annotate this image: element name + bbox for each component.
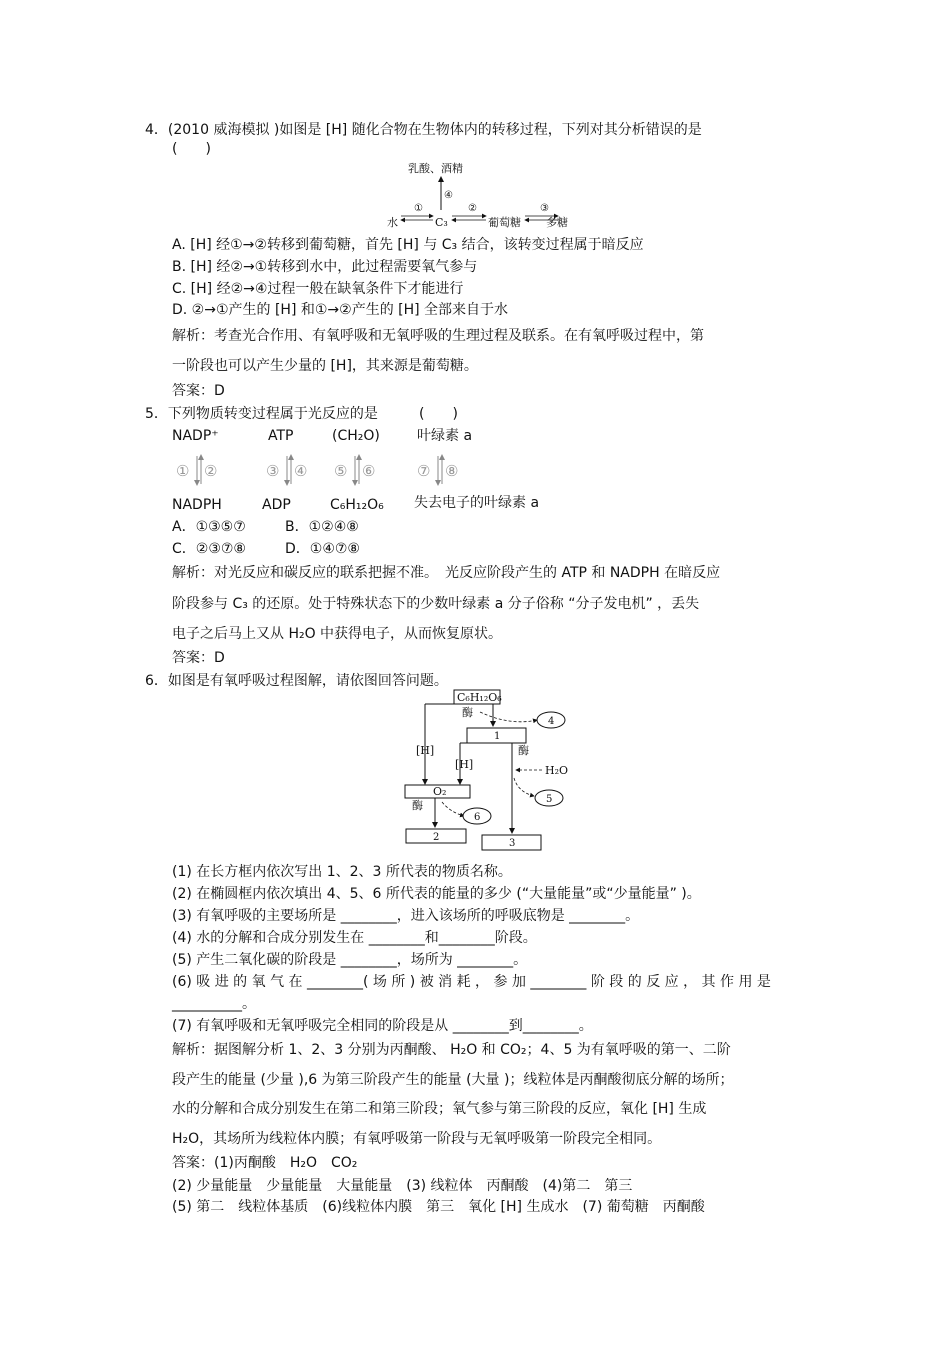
diagram-box-3-label: 3	[509, 838, 516, 849]
diagram-step3-label: ③	[540, 203, 549, 214]
diagram-c3-label: C₃	[435, 216, 448, 229]
q5-answer: 答案：D	[172, 650, 225, 666]
q5-bottom-label-3: C₆H₁₂O₆	[330, 497, 384, 513]
q6-answer-line-2: (2) 少量能量 少量能量 大量能量 (3) 线粒体 丙酮酸 (4)第二 第三	[172, 1178, 633, 1194]
q6-question-1: (1) 在长方框内依次写出 1、2、3 所代表的物质名称。	[172, 864, 512, 880]
diagram-glucose-label: C₆H₁₂O₆	[457, 691, 502, 704]
q5-analysis-line-1: 解析：对光反应和碳反应的联系把握不准。 光反应阶段产生的 ATP 和 NADPH 在暗反应	[172, 565, 721, 581]
q6-question-6: (6) 吸 进 的 氧 气 在 ________( 场 所 ) 被 消 耗 ， 参 加 ________ 阶 段 的 反 应 ， 其 作 用 是	[172, 974, 771, 990]
q5-top-label-4: 叶绿素 a	[417, 428, 473, 444]
q6-analysis-line-3: 水的分解和合成分别发生在第二和第三阶段；氧气参与第三阶段的反应，氧化 [H] 生成	[172, 1101, 707, 1117]
q6-answer-line-3: (5) 第二 线粒体基质 (6)线粒体内膜 第三 氧化 [H] 生成水 (7) 葡萄糖 丙酮酸	[172, 1199, 705, 1215]
q6-aerobic-respiration-diagram	[400, 688, 575, 856]
q4-hydrogen-transfer-diagram	[380, 160, 580, 232]
q5-analysis-line-2: 阶段参与 C₃ 的还原。处于特殊状态下的少数叶绿素 a 分子俗称 “分子发电机” ，丢失	[172, 596, 700, 612]
q6-answer-line-1: 答案：(1)丙酮酸 H₂O CO₂	[172, 1155, 358, 1171]
q5-answer-paren: ( )	[419, 406, 458, 422]
diagram-lactic-ethanol-label: 乳酸、酒精	[408, 162, 463, 175]
q5-stem: 5．下列物质转变过程属于光反应的是	[145, 406, 378, 422]
q6-question-3: (3) 有氧呼吸的主要场所是 ________，进入该场所的呼吸底物是 ________。	[172, 908, 640, 924]
q5-bottom-label-1: NADPH	[172, 497, 222, 513]
diagram-polysaccharide-label: 多糖	[546, 216, 568, 229]
diagram-step1-label: ①	[414, 203, 423, 214]
q5-pair4-right: ⑧	[445, 462, 459, 480]
diagram-energy-5-label: 5	[546, 794, 553, 805]
q6-question-6-continued: __________。	[172, 996, 256, 1012]
q5-analysis-line-3: 电子之后马上又从 H₂O 中获得电子，从而恢复原状。	[172, 626, 503, 642]
q5-pair1-right: ②	[204, 462, 218, 480]
q5-pair2-right: ④	[294, 462, 308, 480]
diagram-glucose-label: 葡萄糖	[488, 216, 521, 229]
q5-pair3-right: ⑥	[362, 462, 376, 480]
q5-bottom-label-2: ADP	[262, 497, 291, 513]
q6-analysis-line-2: 段产生的能量 (少量 ),6 为第三阶段产生的能量 (大量 )；线粒体是丙酮酸彻底分解的场所；	[172, 1072, 734, 1088]
q5-option-b: B．①②④⑧	[285, 519, 359, 535]
q6-question-5: (5) 产生二氧化碳的阶段是 ________，场所为 ________。	[172, 952, 528, 968]
diagram-energy-4-label: 4	[548, 716, 555, 727]
q5-top-label-2: ATP	[268, 428, 294, 444]
q5-bottom-label-4: 失去电子的叶绿素 a	[414, 495, 540, 511]
q6-question-4: (4) 水的分解和合成分别发生在 ________和________阶段。	[172, 930, 537, 946]
diagram-energy-6-label: 6	[474, 812, 481, 823]
q5-option-a: A．①③⑤⑦	[172, 519, 246, 535]
diagram-box-2-label: 2	[433, 832, 440, 843]
diagram-box-1-label: 1	[494, 731, 501, 742]
diagram-step2-label: ②	[468, 203, 477, 214]
q6-stem: 6．如图是有氧呼吸过程图解，请依图回答问题。	[145, 673, 448, 689]
diagram-step4-label: ④	[444, 190, 453, 201]
diagram-enzyme-top-label: 酶	[462, 706, 473, 719]
diagram-enzyme-mid-label: 酶	[518, 744, 529, 757]
q5-pair1-left: ①	[176, 462, 190, 480]
q4-answer-paren: ( )	[172, 141, 211, 157]
q4-option-b: B. [H] 经②→①转移到水中，此过程需要氧气参与	[172, 259, 478, 275]
q4-option-d: D. ②→①产生的 [H] 和①→②产生的 [H] 全部来自于水	[172, 302, 509, 318]
diagram-enzyme-bottom-label: 酶	[412, 799, 423, 812]
q4-analysis-line-1: 解析：考查光合作用、有氧呼吸和无氧呼吸的生理过程及联系。在有氧呼吸过程中，第	[172, 328, 704, 344]
q5-conversion-arrows	[170, 450, 480, 490]
diagram-h-left-label: [H]	[416, 744, 435, 757]
q5-option-c: C．②③⑦⑧	[172, 541, 246, 557]
q6-analysis-line-1: 解析：据图解分析 1、2、3 分别为丙酮酸、 H₂O 和 CO₂；4、5 为有氧呼吸的第一、二阶	[172, 1042, 731, 1058]
q5-pair4-left: ⑦	[417, 462, 431, 480]
q5-option-d: D．①④⑦⑧	[285, 541, 360, 557]
diagram-oxygen-label: O₂	[433, 785, 447, 798]
diagram-water-input-label: H₂O	[545, 764, 569, 777]
q6-question-2: (2) 在椭圆框内依次填出 4、5、6 所代表的能量的多少 (“大量能量”或“少量能量” )。	[172, 886, 701, 902]
q4-answer: 答案：D	[172, 383, 225, 399]
diagram-water-label: 水	[387, 216, 398, 229]
q5-pair3-left: ⑤	[334, 462, 348, 480]
q6-analysis-line-4: H₂O，其场所为线粒体内膜；有氧呼吸第一阶段与无氧呼吸第一阶段完全相同。	[172, 1131, 662, 1147]
q4-stem: 4．(2010 威海模拟 )如图是 [H] 随化合物在生物体内的转移过程，下列对其分析错误的是	[145, 122, 702, 138]
q5-pair2-left: ③	[266, 462, 280, 480]
q5-top-label-1: NADP⁺	[172, 428, 219, 444]
q4-option-a: A. [H] 经①→②转移到葡萄糖，首先 [H] 与 C₃ 结合，该转变过程属于暗反应	[172, 237, 644, 253]
q4-analysis-line-2: 一阶段也可以产生少量的 [H]，其来源是葡萄糖。	[172, 358, 478, 374]
q5-top-label-3: (CH₂O)	[332, 428, 380, 444]
q4-option-c: C. [H] 经②→④过程一般在缺氧条件下才能进行	[172, 281, 464, 297]
diagram-h-mid-label: [H]	[455, 758, 474, 771]
q6-question-7: (7) 有氧呼吸和无氧呼吸完全相同的阶段是从 ________到________。	[172, 1018, 593, 1034]
